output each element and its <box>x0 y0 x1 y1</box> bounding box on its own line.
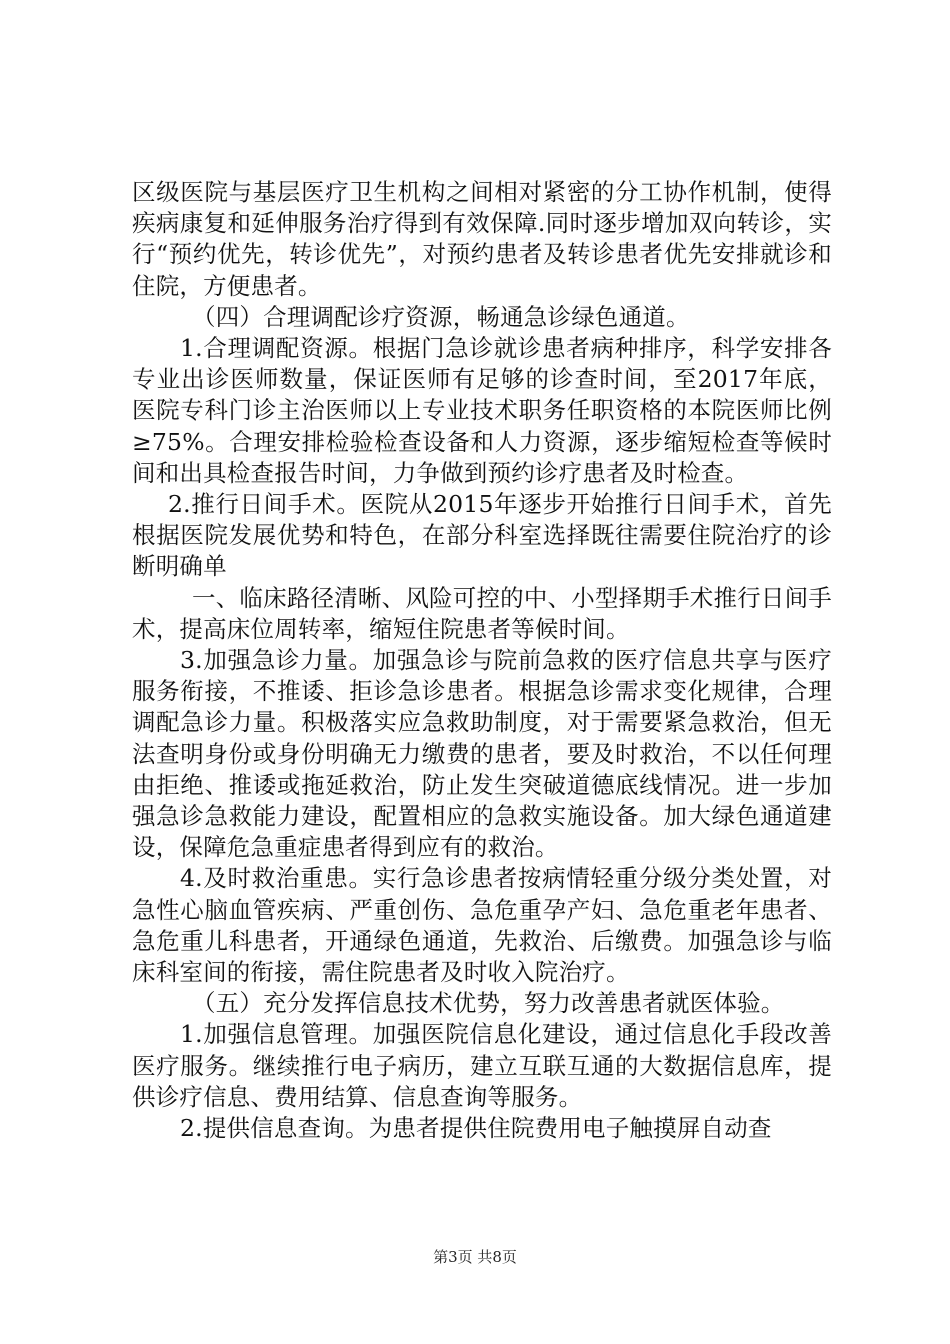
paragraph-item-3: 3.加强急诊力量。加强急诊与院前急救的医疗信息共享与医疗服务衔接，不推诿、拒诊急诊患者。根据急诊需求变化规律，合理调配急诊力量。积极落实应急救助制度，对于需要紧急救治，但无法查明身份或身份明确无力缴费的患者，要及时救治，不以任何理由拒绝、推诿或拖延救治，防止发生突破道德底线情况。进一步加强急诊急救能力建设，配置相应的急救实施设备。加大绿色通道建设，保障危急重症患者得到应有的救治。 <box>132 646 832 862</box>
paragraph-continuation: 区级医院与基层医疗卫生机构之间相对紧密的分工协作机制，使得疾病康复和延伸服务治疗得到有效保障.同时逐步增加双向转诊，实行“预约优先，转诊优先”，对预约患者及转诊患者优先安排就诊和住院，方便患者。 <box>132 178 832 300</box>
page-number: 第3页 共8页 <box>433 1248 517 1266</box>
section-heading-5: （五）充分发挥信息技术优势，努力改善患者就医体验。 <box>192 989 785 1018</box>
paragraph-item-2: 2.推行日间手术。医院从2015年逐步开始推行日间手术，首先根据医院发展优势和特色，在部分科室选择既往需要住院治疗的诊断明确单 <box>132 490 832 581</box>
paragraph-info-2: 2.提供信息查询。为患者提供住院费用电子触摸屏自动查 <box>180 1114 772 1143</box>
paragraph-item-1: 1.合理调配资源。根据门急诊就诊患者病种排序，科学安排各专业出诊医师数量，保证医师有足够的诊查时间，至2017年底，医院专科门诊主治医师以上专业技术职务任职资格的本院医师比例≥75%。合理安排检验检查设备和人力资源，逐步缩短检查等候时间和出具检查报告时间，力争做到预约诊疗患者及时检查。 <box>132 334 832 487</box>
section-heading-4: （四）合理调配诊疗资源，畅通急诊绿色通道。 <box>192 302 690 331</box>
paragraph-item-2-continued: 一、临床路径清晰、风险可控的中、小型择期手术推行日间手术，提高床位周转率，缩短住院患者等候时间。 <box>132 583 832 643</box>
document-body <box>132 177 832 1144</box>
paragraph-item-4: 4.及时救治重患。实行急诊患者按病情轻重分级分类处置，对急性心脑血管疾病、严重创伤、急危重孕产妇、急危重老年患者、急危重儿科患者，开通绿色通道，先救治、后缴费。加强急诊与临床科室间的衔接，需住院患者及时收入院治疗。 <box>132 864 832 987</box>
paragraph-info-1: 1.加强信息管理。加强医院信息化建设，通过信息化手段改善医疗服务。继续推行电子病历，建立互联互通的大数据信息库，提供诊疗信息、费用结算、信息查询等服务。 <box>132 1020 832 1111</box>
